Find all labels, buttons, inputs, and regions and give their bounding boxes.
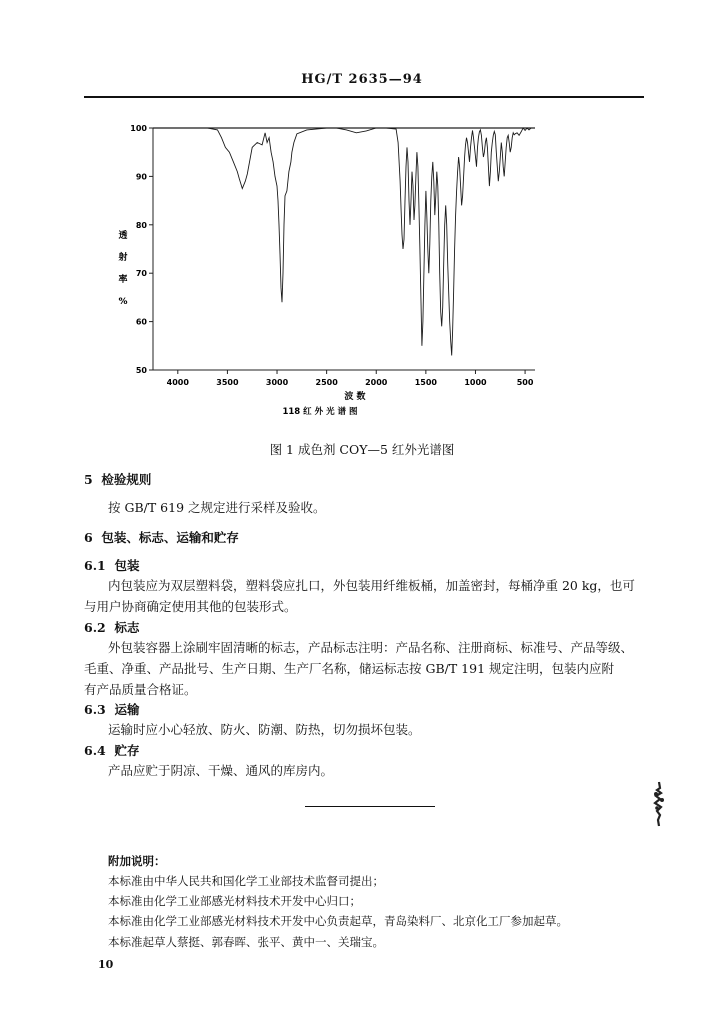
- y-axis-label: [118, 229, 127, 307]
- section-6-2-line-1: 外包装容器上涂刷牢固清晰的标志，产品标志注明：产品名称、注册商标、标准号、产品等级、: [108, 640, 634, 655]
- section-title: 包装: [114, 558, 140, 573]
- section-6-3-heading: [84, 700, 139, 718]
- section-title: 标志: [114, 620, 140, 635]
- section-6-3-text: 运输时应小心轻放、防火、防潮、防热，切勿损坏包装。: [108, 722, 421, 737]
- y-tick-label: 80: [135, 220, 147, 230]
- x-tick-label: 500: [516, 378, 534, 387]
- section-6-2-line-2: 毛重、净重、产品批号、生产日期、生产厂名称，储运标志按 GB/T 191 规定注明，包装内应附: [84, 661, 615, 676]
- section-6-4-text: 产品应贮于阴凉、干燥、通风的库房内。: [108, 763, 334, 778]
- ir-spectrum-chart: [0, 0, 724, 420]
- y-label-char: 透: [118, 231, 128, 241]
- section-6-2-heading: [84, 618, 139, 636]
- running-header: HG/T 2635—94: [301, 72, 423, 87]
- section-number: 6: [84, 530, 93, 545]
- notes-line-4: 本标准起草人蔡挺、郭春晖、张平、黄中一、关瑞宝。: [108, 935, 384, 949]
- page-number: 10: [98, 958, 114, 971]
- notes-line-2: 本标准由化学工业部感光材料技术开发中心归口；: [108, 894, 361, 908]
- section-6-2-line-3: 有产品质量合格证。: [84, 682, 197, 697]
- section-6-1-heading: [84, 556, 139, 574]
- x-axis-label: 波 数: [344, 392, 366, 402]
- section-5-heading: [84, 470, 151, 488]
- x-tick-label: 3500: [216, 378, 239, 387]
- series-transmittance: [153, 128, 531, 356]
- y-label-char: 射: [118, 253, 128, 263]
- section-number: 6.4: [84, 743, 106, 758]
- section-number: 6.3: [84, 702, 106, 717]
- x-tick-label: 2500: [315, 378, 338, 387]
- spectrum-label: 118 红 外 光 谱 图: [282, 407, 358, 417]
- y-tick-label: 100: [130, 124, 147, 133]
- y-tick-label: 70: [135, 269, 147, 279]
- x-ticks: [167, 370, 534, 387]
- end-separator-rule: [305, 806, 435, 807]
- section-6-1-line-1: 内包装应为双层塑料袋，塑料袋应扎口，外包装用纤维板桶，加盖密封，每桶净重 20 kg，也可: [108, 578, 635, 593]
- section-number: 5: [84, 472, 93, 487]
- section-5-text: 按 GB/T 619 之规定进行采样及验收。: [108, 500, 326, 515]
- section-title: 包装、标志、运输和贮存: [101, 530, 239, 545]
- y-label-char: %: [118, 297, 128, 307]
- notes-line-3: 本标准由化学工业部感光材料技术开发中心负责起草，青岛染料厂、北京化工厂参加起草。: [108, 914, 568, 928]
- y-tick-label: 50: [135, 366, 147, 375]
- y-ticks: [130, 124, 153, 375]
- section-title: 检验规则: [101, 472, 152, 487]
- x-tick-label: 4000: [166, 378, 189, 387]
- section-number: 6.2: [84, 620, 106, 635]
- notes-title: 附加说明：: [108, 854, 166, 868]
- x-tick-label: 3000: [265, 378, 289, 387]
- section-6-heading: [84, 528, 239, 546]
- section-title: 贮存: [114, 743, 140, 758]
- section-title: 运输: [114, 702, 140, 717]
- notes-line-1: 本标准由中华人民共和国化学工业部技术监督司提出；: [108, 874, 384, 888]
- stamp-mark-icon: [648, 780, 670, 828]
- figure-caption: 图 1 成色剂 COY—5 红外光谱图: [269, 442, 455, 457]
- x-tick-label: 1000: [464, 378, 487, 387]
- x-tick-label: 2000: [365, 378, 388, 387]
- x-tick-label: 1500: [414, 378, 437, 387]
- section-6-4-heading: [84, 741, 139, 759]
- section-6-1-line-2: 与用户协商确定使用其他的包装形式。: [84, 599, 297, 614]
- section-number: 6.1: [84, 558, 106, 573]
- y-tick-label: 60: [135, 317, 147, 327]
- y-tick-label: 90: [135, 172, 147, 182]
- y-label-char: 率: [118, 275, 128, 285]
- chart-frame: [153, 128, 535, 370]
